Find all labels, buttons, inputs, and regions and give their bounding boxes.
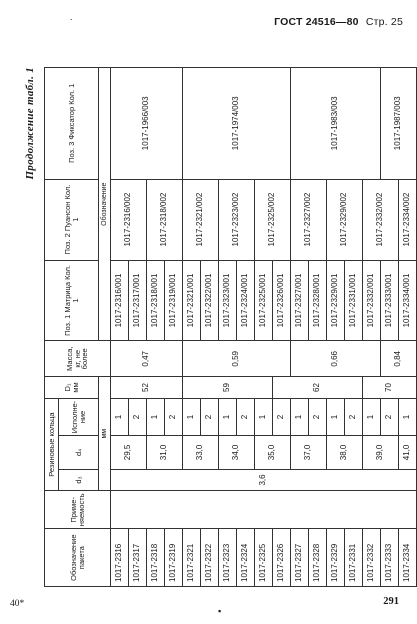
pos1-cell: 1017-2331/001 xyxy=(345,260,363,341)
mass-cell: 0,47 xyxy=(111,341,183,377)
pos1-cell: 1017-2316/001 xyxy=(111,260,129,341)
pos1-cell: 1017-2329/001 xyxy=(327,260,345,341)
pos1-cell: 1017-2324/001 xyxy=(237,260,255,341)
d4-cell: 38,0 xyxy=(327,436,363,469)
standard-number: ГОСТ 24516—80 xyxy=(274,16,359,28)
pos1-cell: 1017-2319/001 xyxy=(165,260,183,341)
package-code: 1017-2326 xyxy=(273,529,291,587)
package-code: 1017-2316 xyxy=(111,529,129,587)
d4-cell: 35,0 xyxy=(255,436,291,469)
col-mass: Масса, кг, не более xyxy=(45,341,111,377)
version-cell: 2 xyxy=(201,398,219,435)
package-code: 1017-2324 xyxy=(237,529,255,587)
pos3-cell: 1017-1987/003 xyxy=(381,68,417,180)
pos1-cell: 1017-2321/001 xyxy=(183,260,201,341)
page-number: 291 xyxy=(383,596,399,607)
col-ring-group: Резиновые кольца xyxy=(45,398,59,491)
table-row xyxy=(111,68,129,587)
col-pos1: Поз. 1 Матрица Кол. 1 xyxy=(45,260,99,341)
version-cell: 1 xyxy=(111,398,129,435)
footer-left-mark: 40* xyxy=(10,599,25,609)
mass-cell: 0,59 xyxy=(183,341,291,377)
scan-mark: ▪ xyxy=(218,606,222,616)
version-cell: 1 xyxy=(183,398,201,435)
applicability-cell xyxy=(111,491,417,529)
package-code: 1017-2319 xyxy=(165,529,183,587)
d4-cell: 34,0 xyxy=(219,436,255,469)
d4-cell: 37,0 xyxy=(291,436,327,469)
version-cell: 2 xyxy=(381,398,399,435)
d1-cell: 59 xyxy=(183,377,273,399)
d4-cell: 33,0 xyxy=(183,436,219,469)
pos2-cell: 1017-2323/002 xyxy=(219,179,255,260)
pos1-cell: 1017-2322/001 xyxy=(201,260,219,341)
unit-label: мм xyxy=(99,377,111,491)
d4-cell: 31,0 xyxy=(147,436,183,469)
pos2-cell: 1017-2327/002 xyxy=(291,179,327,260)
version-cell: 1 xyxy=(399,398,417,435)
package-code: 1017-2332 xyxy=(363,529,381,587)
package-code: 1017-2334 xyxy=(399,529,417,587)
gost-header xyxy=(274,16,403,28)
version-cell: 1 xyxy=(291,398,309,435)
package-code: 1017-2331 xyxy=(345,529,363,587)
package-code: 1017-2318 xyxy=(147,529,165,587)
version-cell: 2 xyxy=(129,398,147,435)
pos2-cell: 1017-2318/002 xyxy=(147,179,183,260)
version-cell: 2 xyxy=(165,398,183,435)
pos1-cell: 1017-2325/001 xyxy=(255,260,273,341)
package-code: 1017-2323 xyxy=(219,529,237,587)
pos3-cell: 1017-1974/003 xyxy=(183,68,291,180)
mass-cell: 0,84 xyxy=(381,341,417,377)
pos2-cell: 1017-2325/002 xyxy=(255,179,291,260)
d4-cell: 41,0 xyxy=(399,436,417,469)
pos2-cell: 1017-2321/002 xyxy=(183,179,219,260)
pos2-cell: 1017-2334/002 xyxy=(399,179,417,260)
page-label: Стр. 25 xyxy=(365,16,403,28)
version-cell: 2 xyxy=(273,398,291,435)
pos1-cell: 1017-2326/001 xyxy=(273,260,291,341)
col-d4: d₄ xyxy=(59,436,99,469)
package-code: 1017-2317 xyxy=(129,529,147,587)
mass-cell: 0,66 xyxy=(291,341,381,377)
d4-cell: 29,5 xyxy=(111,436,147,469)
rotated-page-content xyxy=(24,67,412,587)
pos1-cell: 1017-2332/001 xyxy=(363,260,381,341)
pos1-cell: 1017-2317/001 xyxy=(129,260,147,341)
d4-cell: 39,0 xyxy=(363,436,399,469)
package-code: 1017-2322 xyxy=(201,529,219,587)
version-cell: 1 xyxy=(255,398,273,435)
col-designation: Обозначение пакета xyxy=(45,529,111,587)
package-code: 1017-2328 xyxy=(309,529,327,587)
pos1-cell: 1017-2323/001 xyxy=(219,260,237,341)
pos2-cell: 1017-2332/002 xyxy=(363,179,399,260)
col-pos2: Поз. 2 Пуансон Кол. 1 xyxy=(45,179,99,260)
package-code: 1017-2325 xyxy=(255,529,273,587)
version-cell: 1 xyxy=(147,398,165,435)
version-cell: 1 xyxy=(327,398,345,435)
col-d3: d₃ xyxy=(59,469,99,491)
package-code: 1017-2327 xyxy=(291,529,309,587)
version-cell: 2 xyxy=(309,398,327,435)
pos1-cell: 1017-2334/001 xyxy=(399,260,417,341)
pos1-cell: 1017-2328/001 xyxy=(309,260,327,341)
continuation-title: Продолжение табл. 1 xyxy=(24,67,36,180)
scan-mark: . xyxy=(70,12,73,22)
version-cell: 1 xyxy=(363,398,381,435)
col-pos3: Поз. 3 Фиксатор Кол. 1 xyxy=(45,68,99,180)
d1-cell: 62 xyxy=(273,377,363,399)
col-d1: D₁ мм xyxy=(45,377,99,399)
specification-table xyxy=(44,67,417,587)
d3-cell: 3,6 xyxy=(111,469,417,491)
version-cell: 1 xyxy=(219,398,237,435)
pos1-cell: 1017-2333/001 xyxy=(381,260,399,341)
pos1-cell: 1017-2327/001 xyxy=(291,260,309,341)
pos2-cell: 1017-2316/002 xyxy=(111,179,147,260)
version-cell: 2 xyxy=(237,398,255,435)
package-code: 1017-2333 xyxy=(381,529,399,587)
pos3-cell: 1017-1966/003 xyxy=(111,68,183,180)
d1-cell: 70 xyxy=(363,377,417,399)
version-cell: 2 xyxy=(345,398,363,435)
col-applicability: Приме- няемость xyxy=(45,491,111,529)
pos1-cell: 1017-2318/001 xyxy=(147,260,165,341)
col-version: Исполне- ние xyxy=(59,398,99,435)
pos3-cell: 1017-1983/003 xyxy=(291,68,381,180)
package-code: 1017-2321 xyxy=(183,529,201,587)
package-code: 1017-2329 xyxy=(327,529,345,587)
d1-cell: 52 xyxy=(111,377,183,399)
designation-group-label: Обозначение xyxy=(99,68,111,341)
pos2-cell: 1017-2329/002 xyxy=(327,179,363,260)
